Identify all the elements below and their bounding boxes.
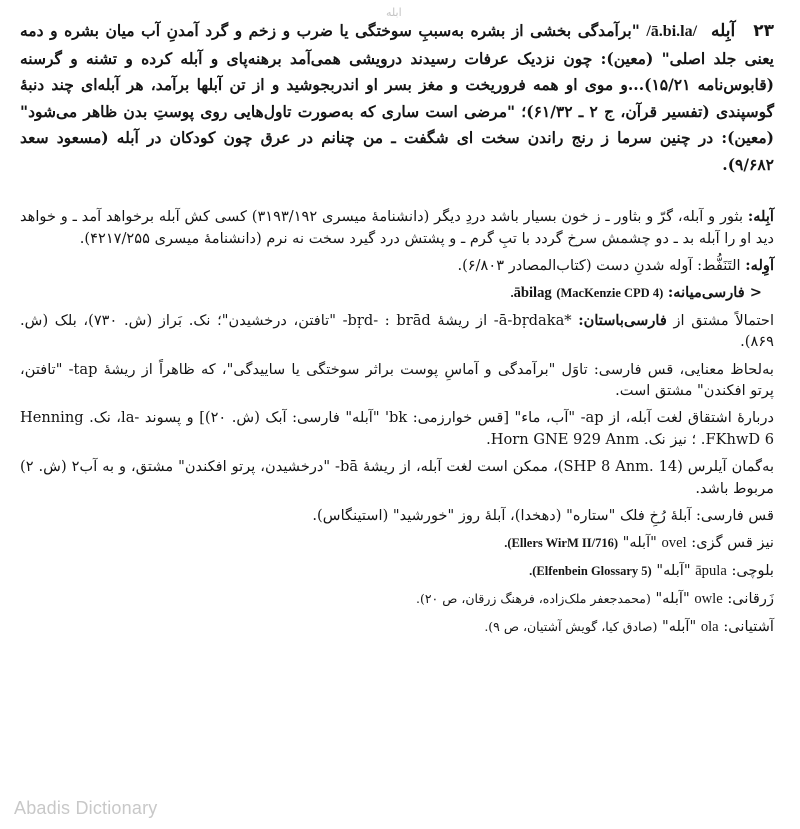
entry-body — [20, 206, 774, 644]
language-label: آشتیانی: — [723, 618, 774, 635]
definition-line: آبله کرده و تشنه و گرسنه (قابوس‌نامه ۱۵/۲۱)...و موی او همه فروریخت و مغز بسر او اندربجوشید و از تن — [20, 48, 774, 95]
zarqani-paragraph — [20, 588, 774, 611]
gloss: "آبله" — [622, 533, 657, 551]
definition-line: "برآمدگی بخشی از بشره به‌سببِ سوختگی یا ضرب و زخم و گرد آمدنِ آب — [141, 21, 640, 40]
gloss: "آبله" — [661, 618, 697, 635]
entry-transliteration: /ā.bi.la/ — [646, 23, 698, 40]
language-label: زَرقانی: — [727, 589, 774, 607]
definition-line: آبلها برآمد، هر آبله‌ای چند دنبهٔ گوسپندی (تفسیر قرآن، ج ۲ ـ ۶۱/۳۲)؛ "مرضی است ساری که به‌صورت — [20, 75, 774, 121]
paragraph-text: -la، نک. Henning FKhwD 6. ؛ نیز نک. Horn GNE 929 Anm. — [20, 409, 774, 448]
variant-headword: آوِله: — [745, 256, 774, 274]
entry-number: ۲۳ — [753, 21, 774, 41]
latin-form: ola — [700, 619, 719, 635]
paragraph-text: به‌گمان آیلرس (SHP 8 Anm. 14)، ممکن است لغت آبله، از ریشهٔ bā- "درخشیدن، پرتو افکندن" مشتق، و به آب۲ (ش. ۲) مربوط باشد. — [20, 457, 775, 497]
paragraph-text: احتمالاً مشتق از — [673, 311, 775, 329]
definition-line: تاول‌هایی روی پوستِ بدن ظاهر می‌شود" (معین): در چنین سرما ز رنج راندن سخت ای شگفت ـ من چنانم — [20, 101, 774, 148]
variant-avila-paragraph — [20, 255, 774, 277]
balochi-paragraph — [20, 560, 774, 583]
definition-line: در عرق چون کودکان در آبله (مسعود سعد ۹/۶۸۲). — [20, 128, 774, 174]
ashtiani-paragraph — [20, 616, 774, 639]
gloss: "آبله" — [656, 561, 691, 579]
gloss: "آبله" — [655, 589, 690, 607]
entry-definition — [20, 18, 774, 179]
definition-line: میان بشره و دمه یعنی جلد اصلی" (معین): چون نزدیک عرفات رسیدند درویشی همی‌آمد برهنه‌پای و — [20, 21, 774, 68]
paragraph-text: دربارهٔ اشتقاق لغت آبله، از ap- "آب، ماء" [قس خوارزمی: bk' "آبله" فارسی: آبک (ش. ۲۰)] و پسوند — [144, 409, 774, 427]
site-watermark: Abadis Dictionary — [14, 798, 158, 818]
top-watermark: ابله — [386, 6, 402, 19]
latin-form: ābilag — [513, 284, 552, 301]
variant-text: التَنَفُّط: آوله شدنِ دست (کتاب‌المصادر ۶/۸۰۳). — [457, 256, 741, 274]
paragraph-text: *ā-bṛdaka- از ریشهٔ bṛd- : brād- "تافتن، درخشیدن"؛ نک. بَراز (ش. ۷۳۰)، بلک (ش. ۸۶۹). — [20, 311, 774, 351]
variant-abila-paragraph — [20, 206, 774, 249]
etymology-paragraph — [20, 407, 774, 450]
semantic-comparison-paragraph — [20, 359, 774, 402]
middle-persian-paragraph — [20, 282, 774, 305]
old-persian-paragraph — [20, 310, 774, 353]
paragraph-text: قس فارسی: آبلهٔ رُخِ فلک "ستاره" (دهخدا)، آبلهٔ روز "خورشید" (استینگاس). — [312, 506, 774, 524]
language-label: فارسی‌باستان: — [578, 311, 667, 329]
gazi-paragraph — [20, 532, 774, 555]
variant-text: بثور و آبله، گرّ و بثاور ـ ز خون بسیار باشد دردِ دیگر (دانشنامهٔ میسری ۳۱۹۳/۱۹۲) کسی کش آبله برخواهد آمد ـ و خواهد دید او را آبله بد ـ دو چشمش سرخ گردد با تبِ گرم ـ و پشتش درد گیرد سخت نه نرم (دانشنامهٔ میسری ۴۲۱۷/۲۵۵). — [20, 208, 774, 247]
latin-form: ovel — [661, 534, 687, 551]
latin-form: owle — [694, 590, 723, 607]
language-label: نیز قس گزی: — [691, 533, 774, 551]
source-reference: (Ellers WirM II/716). — [504, 535, 619, 550]
latin-form: āpula — [695, 562, 727, 579]
language-label: < فارسی‌میانه: — [667, 283, 762, 301]
paragraph-text: به‌لحاظ معنایی، قس فارسی: تاوَل "برآمدگی و آماسِ پوست براثر سوختگی یا ساییدگی"، که ظاهراً از ریشهٔ tap- "تافتن، پرتو افکندن" مشتق است. — [20, 360, 774, 400]
persian-compounds-paragraph — [20, 505, 774, 527]
source-reference: (صادق کیا، گویش آشتیان، ص ۹). — [484, 619, 658, 634]
variant-headword: آبِله: — [747, 208, 774, 225]
entry-headword: آبِله — [711, 21, 736, 41]
source-reference: (Elfenbein Glossary 5). — [529, 563, 652, 578]
source-reference: (MacKenzie CPD 4). — [510, 285, 664, 300]
source-reference: (محمدجعفر ملک‌زاده، فرهنگ زرقان، ص ۲۰). — [415, 590, 651, 606]
eilers-paragraph — [20, 456, 774, 499]
language-label: بلوچی: — [731, 561, 774, 579]
